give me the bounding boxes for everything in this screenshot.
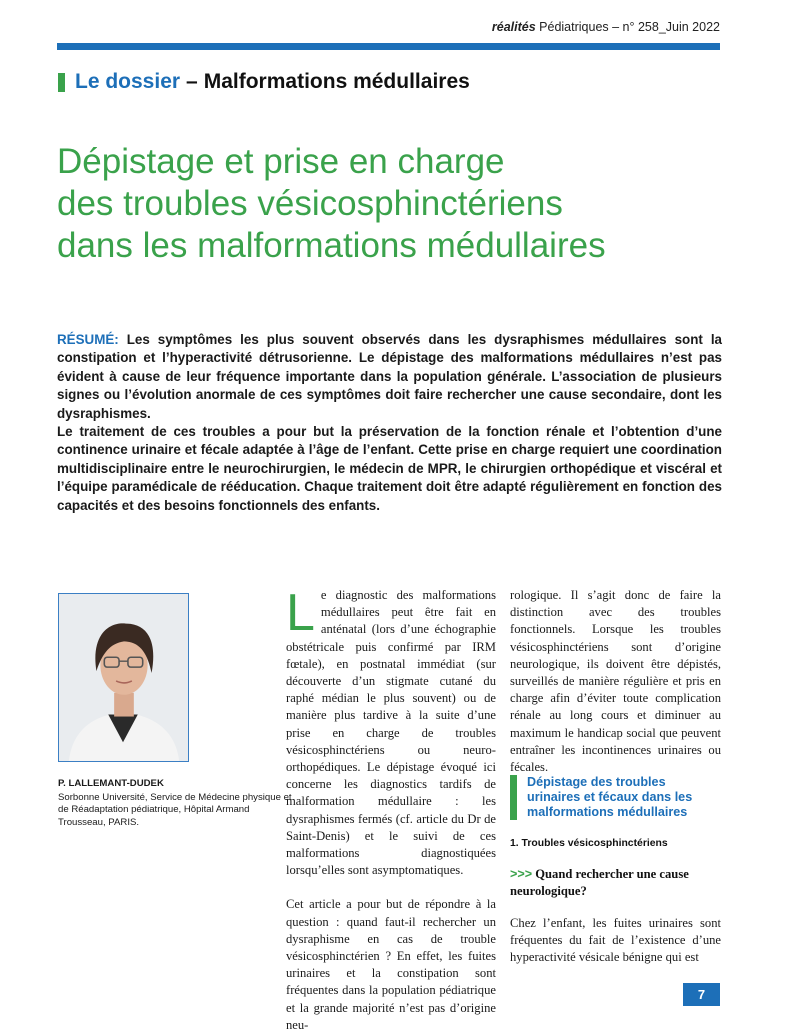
body-column-2-continued — [510, 915, 721, 967]
issue-info: Pédiatriques – n° 258_Juin 2022 — [539, 20, 720, 34]
running-head — [492, 20, 720, 34]
title-line: Dépistage et prise en charge — [57, 142, 505, 181]
author-block — [58, 778, 298, 829]
section-header — [58, 70, 470, 94]
question-heading — [510, 866, 721, 900]
header-rule — [57, 43, 720, 50]
subsection-heading: 1. Troubles vésicosphinctériens — [510, 838, 668, 849]
article-title — [57, 141, 737, 267]
body-paragraph: Cet article a pour but de répondre à la question : quand faut-il rechercher un dysraphisme en cas de trouble vésicosphinctérien ? En effet, les fuites urinaires et la constipation sont fréquentes dans la population pédiatrique et la grande majorité n’est pas d’origine neu- — [286, 897, 496, 1032]
section-label: Le dossier — [75, 70, 181, 93]
abstract — [57, 331, 722, 515]
chevron-marker: >>> — [510, 867, 533, 881]
body-column-1 — [286, 584, 496, 1034]
title-line: dans les malformations médullaires — [57, 226, 606, 265]
author-portrait-illustration — [59, 594, 188, 761]
author-name: P. LALLEMANT-DUDEK — [58, 778, 164, 789]
author-affiliation: Sorbonne Université, Service de Médecine physique et de Réadaptation pédiatrique, Hôpital Armand Trousseau, PARIS. — [58, 791, 292, 828]
journal-brand: réalités — [491, 20, 536, 34]
body-paragraph: Chez l’enfant, les fuites urinaires sont fréquentes du fait de l’existence d’une hyperactivité vésicale bénigne qui est — [510, 916, 721, 965]
abstract-paragraph — [57, 331, 722, 423]
abstract-paragraph: Le traitement de ces troubles a pour but la préservation de la fonction rénale et l’obtention d’une continence urinaire et fécale adaptée à l’âge de l’enfant. Cette prise en charge requiert une coordination multidisciplinaire entre le neurochirurgien, le médecin de MPR, le chirurgien orthopédique et viscéral et l’équipe paramédicale de rééducation. Chaque traitement doit être adapté régulièrement en fonction des capacités et des besoins fonctionnels des enfants. — [57, 424, 722, 513]
section-separator: – — [186, 70, 198, 93]
section-marker — [58, 73, 65, 92]
question-text: Quand rechercher une cause neurologique? — [510, 867, 689, 898]
body-column-2 — [510, 587, 721, 776]
body-paragraph: rologique. Il s’agit donc de faire la distinction avec des troubles fonctionnels. Lorsque les troubles vésicosphinctériens sont d’origine neurologique, ils doivent être dépistés, surveillés de manière régulière et pris en charge afin d’éviter toute complication rénale au long cours et diminuer au maximum le handicap social que peuvent entraîner les incontinences urinaires ou fécales. — [510, 588, 721, 775]
author-photo — [58, 593, 189, 762]
section-topic: Malformations médullaires — [203, 70, 470, 93]
title-line: des troubles vésicosphinctériens — [57, 184, 563, 223]
abstract-text: Les symptômes les plus souvent observés dans les dysraphismes médullaires sont la constipation et l’hyperactivité détrusorienne. Le dépistage des malformations médullaires n’est pas évident à cause de leur fréquence importante dans la population générale. L’association de plusieurs signes ou l’évolution anormale de ces symptômes doit faire rechercher une cause secondaire, dont les dysraphismes. — [57, 332, 722, 421]
body-paragraph — [286, 584, 496, 879]
abstract-lead: RÉSUMÉ: — [57, 332, 119, 347]
drop-cap: L — [286, 584, 315, 642]
section-subheading: Dépistage des troubles urinaires et fécaux dans les malformations médullaires — [510, 775, 721, 820]
body-text: e diagnostic des malformations médullaires peut être fait en anténatal (lors d’une échographie obstétricale puis confirmé par IRM fœtale), en postnatal immédiat (sur découverte d’un stigmate cutané du raphé médian le plus souvent) ou de manière plus tardive à la suite d’une prise en charge de troubles vésicosphinctériens ou neuro-orthopédiques. Le dépistage évoqué ici concerne les diagnostics tardifs de malformation médullaire : les dysraphismes fermés (cf. article du Dr de Saint-Denis) et le suivi de ces malformations diagnostiquées lorsqu’elles sont asymptomatiques. — [286, 588, 496, 878]
page-number: 7 — [683, 983, 720, 1006]
